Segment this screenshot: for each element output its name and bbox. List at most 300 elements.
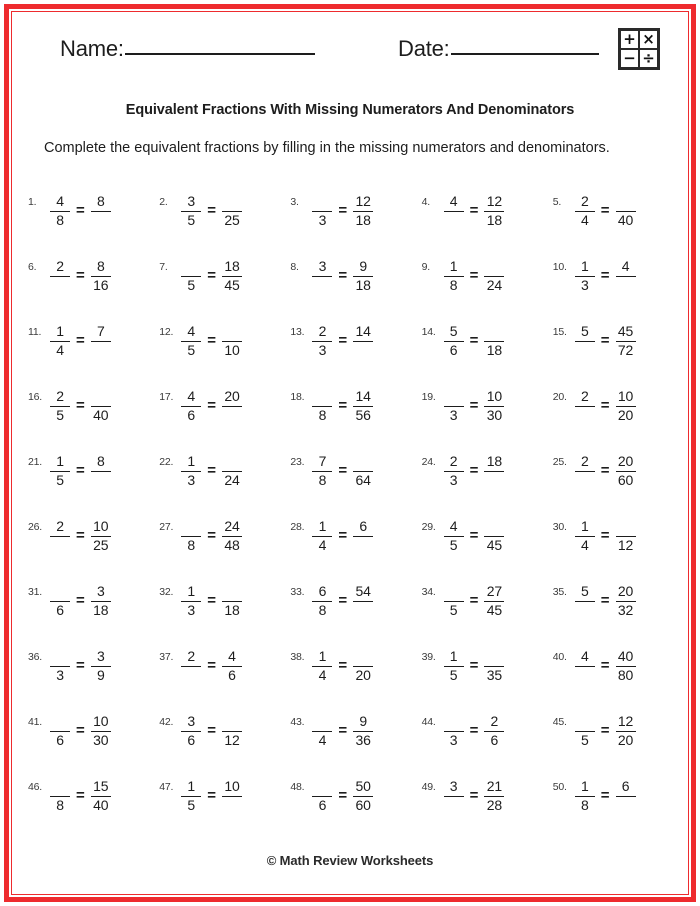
fraction-left [50,259,70,293]
fraction-right [484,194,504,228]
numerator: 45 [617,323,634,339]
numerator-blank[interactable] [228,194,236,210]
numerator: 7 [96,323,105,339]
numerator-blank[interactable] [581,714,589,730]
problem-item [28,712,159,777]
numerator: 1 [580,258,589,274]
problem-number: 42. [159,716,174,728]
name-field[interactable] [60,36,315,62]
numerator-blank[interactable] [228,584,236,600]
numerator-blank[interactable] [622,194,630,210]
equation [50,194,111,228]
problem-number: 21. [28,456,42,468]
equals-sign: = [338,397,348,415]
problem-number: 8. [290,261,299,273]
fraction-right [353,779,373,813]
equation [312,389,373,423]
fraction-left [444,389,464,423]
fraction-right [353,584,373,618]
numerator: 3 [318,258,327,274]
equals-sign: = [600,592,610,610]
problem-item [553,777,684,842]
fraction-left [575,649,595,683]
numerator-blank[interactable] [228,714,236,730]
problem-item [28,777,159,842]
fraction-left [312,259,332,293]
denominator: 48 [224,536,240,553]
problem-item [28,322,159,387]
equals-sign: = [207,722,216,740]
fraction-right [222,714,242,748]
numerator-blank[interactable] [56,714,64,730]
numerator-blank[interactable] [359,454,367,470]
denominator: 8 [56,796,64,813]
fraction-right [222,649,242,683]
denominator-blank[interactable] [359,343,367,359]
numerator-blank[interactable] [187,519,195,535]
numerator: 5 [580,323,589,339]
equals-sign: = [469,267,479,285]
fraction-right [222,259,242,293]
denominator-blank[interactable] [97,473,105,489]
denominator: 8 [56,211,64,228]
denominator-blank[interactable] [450,213,458,229]
fraction-right [91,454,111,488]
problem-number: 48. [290,781,305,793]
numerator: 2 [580,453,589,469]
fraction-left [50,389,70,423]
denominator: 4 [580,536,589,553]
denominator: 6 [56,731,64,748]
numerator-blank[interactable] [490,519,498,535]
fraction-left [444,519,464,553]
problem-number: 38. [290,651,305,663]
fraction-left [312,454,332,488]
problem-number: 13. [290,326,305,338]
denominator: 5 [449,666,458,683]
denominator: 4 [318,666,327,683]
denominator: 30 [93,731,109,748]
problem-item [290,452,421,517]
problem-number: 49. [421,781,436,793]
denominator-blank[interactable] [228,798,236,814]
problem-item [159,582,290,647]
fraction-left [444,194,464,228]
numerator: 3 [187,713,195,729]
numerator-blank[interactable] [56,779,64,795]
problem-item [553,192,684,257]
equals-sign: = [338,462,348,480]
numerator-blank[interactable] [319,714,327,730]
equals-sign: = [600,722,610,740]
denominator: 4 [318,731,327,748]
numerator: 18 [224,258,240,274]
numerator: 3 [187,193,195,209]
fraction-left [575,779,595,813]
plus-icon: + [620,30,639,49]
numerator: 1 [318,518,327,534]
equals-sign: = [207,657,216,675]
equals-sign: = [469,787,479,805]
numerator: 1 [580,518,589,534]
fraction-left [50,779,70,813]
equation [50,324,111,358]
fraction-left [50,649,70,683]
denominator: 5 [580,731,589,748]
equals-sign: = [600,527,610,545]
problem-item [290,582,421,647]
numerator: 7 [318,453,327,469]
problem-item [159,517,290,582]
fraction-right [222,454,242,488]
numerator-blank[interactable] [359,649,367,665]
denominator: 3 [318,341,327,358]
denominator: 32 [617,601,634,618]
numerator-blank[interactable] [56,584,64,600]
equation [444,194,505,228]
equals-sign: = [338,657,348,675]
problem-number: 6. [28,261,37,273]
problem-number: 36. [28,651,42,663]
denominator-blank[interactable] [319,278,327,294]
numerator: 15 [93,778,109,794]
problem-number: 50. [552,781,567,793]
problem-number: 27. [159,521,174,533]
problem-number: 47. [159,781,174,793]
denominator-blank[interactable] [450,798,458,814]
denominator: 40 [93,796,109,813]
numerator-blank[interactable] [450,714,458,730]
numerator: 1 [187,453,195,469]
equation [312,714,373,748]
denominator: 3 [318,211,327,228]
equals-sign: = [76,592,85,610]
equals-sign: = [338,787,348,805]
problem-item [422,712,553,777]
fraction-left [575,584,595,618]
denominator-blank[interactable] [622,798,630,814]
numerator: 40 [617,648,634,664]
fraction-left [50,519,70,553]
equals-sign: = [76,397,85,415]
numerator-blank[interactable] [490,324,498,340]
problem-item [290,192,421,257]
denominator: 5 [187,276,195,293]
problem-item [290,777,421,842]
denominator-blank[interactable] [490,473,498,489]
denominator-blank[interactable] [359,603,367,619]
equals-sign: = [207,592,216,610]
numerator-blank[interactable] [97,389,105,405]
problem-item [422,777,553,842]
denominator-blank[interactable] [359,538,367,554]
denominator: 24 [486,276,502,293]
numerator: 10 [93,518,109,534]
problem-item [28,257,159,322]
numerator: 6 [318,583,327,599]
denominator: 20 [355,666,371,683]
problem-number: 2. [159,196,168,208]
numerator: 2 [56,388,64,404]
problem-item [422,647,553,712]
equation [181,519,242,553]
numerator: 8 [96,453,105,469]
equation [575,194,636,228]
denominator-blank[interactable] [56,538,64,554]
problem-item [553,452,684,517]
denominator: 6 [449,341,458,358]
numerator-blank[interactable] [490,649,498,665]
equals-sign: = [76,787,85,805]
footer-credit: © Math Review Worksheets [266,853,434,868]
equals-sign: = [469,592,479,610]
equals-sign: = [600,657,610,675]
denominator-blank[interactable] [97,343,105,359]
fraction-left [181,649,201,683]
equals-sign: = [600,332,610,350]
denominator: 25 [224,211,240,228]
equation [312,454,373,488]
date-field[interactable] [398,36,599,62]
name-write-line[interactable] [125,53,315,55]
numerator: 14 [355,388,371,404]
numerator: 4 [621,258,630,274]
fraction-left [50,584,70,618]
numerator-blank[interactable] [319,779,327,795]
denominator: 3 [56,666,64,683]
equation [181,454,242,488]
equals-sign: = [207,397,216,415]
equation [181,714,242,748]
denominator: 8 [318,471,327,488]
numerator: 2 [490,713,499,729]
equation [312,194,373,228]
fraction-right [484,454,504,488]
numerator-blank[interactable] [187,259,195,275]
denominator: 5 [187,796,195,813]
numerator: 3 [96,648,105,664]
fraction-right [222,389,242,423]
denominator: 6 [490,731,499,748]
problem-item [28,387,159,452]
fraction-right [353,324,373,358]
fraction-right [616,519,636,553]
fraction-right [484,519,504,553]
denominator: 60 [617,471,634,488]
denominator: 8 [318,601,327,618]
denominator: 35 [486,666,502,683]
denominator: 56 [355,406,371,423]
numerator: 3 [449,778,458,794]
numerator-blank[interactable] [622,519,630,535]
equation [312,259,373,293]
problem-item [159,257,290,322]
equals-sign: = [207,267,216,285]
fraction-right [616,194,636,228]
fraction-left [312,519,332,553]
fraction-left [181,519,201,553]
denominator: 6 [228,666,236,683]
denominator: 18 [486,211,502,228]
equation [575,779,636,813]
denominator-blank[interactable] [581,668,589,684]
problem-item [290,322,421,387]
numerator-blank[interactable] [228,324,236,340]
denominator: 8 [580,796,589,813]
denominator: 18 [486,341,502,358]
equals-sign: = [76,332,85,350]
problem-item [553,647,684,712]
equals-sign: = [469,527,479,545]
instructions-text: Complete the equivalent fractions by filling in the missing numerators and denominators. [44,140,610,156]
denominator-blank[interactable] [97,213,105,229]
problem-item [28,192,159,257]
problem-number: 37. [159,651,174,663]
denominator: 3 [580,276,589,293]
problem-number: 11. [28,326,42,338]
numerator: 4 [449,193,458,209]
equals-sign: = [338,202,348,220]
denominator: 6 [187,406,195,423]
numerator: 1 [449,648,458,664]
fraction-left [312,584,332,618]
denominator: 12 [617,536,634,553]
equation [575,519,636,553]
problem-item [290,517,421,582]
numerator: 24 [224,518,240,534]
problem-item [290,387,421,452]
equals-sign: = [207,332,216,350]
fraction-right [353,389,373,423]
numerator: 10 [93,713,109,729]
numerator: 4 [228,648,236,664]
numerator-blank[interactable] [490,259,498,275]
denominator: 5 [449,601,458,618]
denominator: 4 [580,211,589,228]
numerator-blank[interactable] [450,389,458,405]
fraction-right [353,519,373,553]
denominator: 24 [224,471,240,488]
fraction-right [222,324,242,358]
denominator-blank[interactable] [581,473,589,489]
numerator-blank[interactable] [56,649,64,665]
denominator-blank[interactable] [187,668,195,684]
denominator: 8 [449,276,458,293]
numerator-blank[interactable] [450,584,458,600]
fraction-left [444,649,464,683]
minus-icon: − [620,49,639,68]
equation [575,584,636,618]
equals-sign: = [207,787,216,805]
problem-item [159,712,290,777]
denominator: 3 [449,406,458,423]
denominator-blank[interactable] [581,343,589,359]
equation [181,259,242,293]
fraction-left [312,324,332,358]
equation [50,259,111,293]
fraction-left [575,389,595,423]
equation [444,259,505,293]
fraction-right [484,779,504,813]
fraction-right [222,779,242,813]
equation [444,649,505,683]
equation [50,389,111,423]
denominator: 16 [93,276,109,293]
denominator-blank[interactable] [228,408,236,424]
denominator: 18 [224,601,240,618]
denominator-blank[interactable] [56,278,64,294]
problem-item [422,257,553,322]
fraction-left [181,194,201,228]
equals-sign: = [469,462,479,480]
equation [181,779,242,813]
denominator: 5 [56,406,64,423]
numerator: 4 [187,323,195,339]
problem-item [159,387,290,452]
fraction-left [444,779,464,813]
worksheet-sheet [16,16,684,890]
denominator-blank[interactable] [581,408,589,424]
fraction-left [312,389,332,423]
numerator-blank[interactable] [319,389,327,405]
fraction-right [91,389,111,423]
fraction-right [353,714,373,748]
page-title: Equivalent Fractions With Missing Numerators And Denominators [125,102,575,118]
problem-number: 40. [552,651,567,663]
equation [50,454,111,488]
equation [50,714,111,748]
problem-number: 15. [552,326,567,338]
problem-item [553,387,684,452]
fraction-right [91,649,111,683]
numerator: 20 [617,583,634,599]
denominator: 60 [355,796,371,813]
equals-sign: = [338,267,348,285]
equation [312,649,373,683]
denominator: 5 [187,341,195,358]
date-write-line[interactable] [451,53,599,55]
fraction-left [575,259,595,293]
denominator-blank[interactable] [622,278,630,294]
equation [575,324,636,358]
denominator: 6 [56,601,64,618]
denominator: 80 [617,666,634,683]
problem-item [422,387,553,452]
fraction-right [616,714,636,748]
equation [50,584,111,618]
equals-sign: = [338,332,348,350]
numerator: 2 [56,258,64,274]
numerator: 2 [56,518,64,534]
numerator-blank[interactable] [228,454,236,470]
problem-number: 31. [28,586,42,598]
fraction-left [312,194,332,228]
fraction-right [616,779,636,813]
denominator: 3 [449,731,458,748]
problem-number: 1. [28,196,37,208]
denominator: 20 [617,731,634,748]
problem-item [553,322,684,387]
fraction-left [50,194,70,228]
problem-item [553,257,684,322]
denominator-blank[interactable] [581,603,589,619]
fraction-right [616,389,636,423]
denominator: 5 [187,211,195,228]
problem-item [422,322,553,387]
problem-item [159,452,290,517]
fraction-right [91,519,111,553]
numerator-blank[interactable] [319,194,327,210]
